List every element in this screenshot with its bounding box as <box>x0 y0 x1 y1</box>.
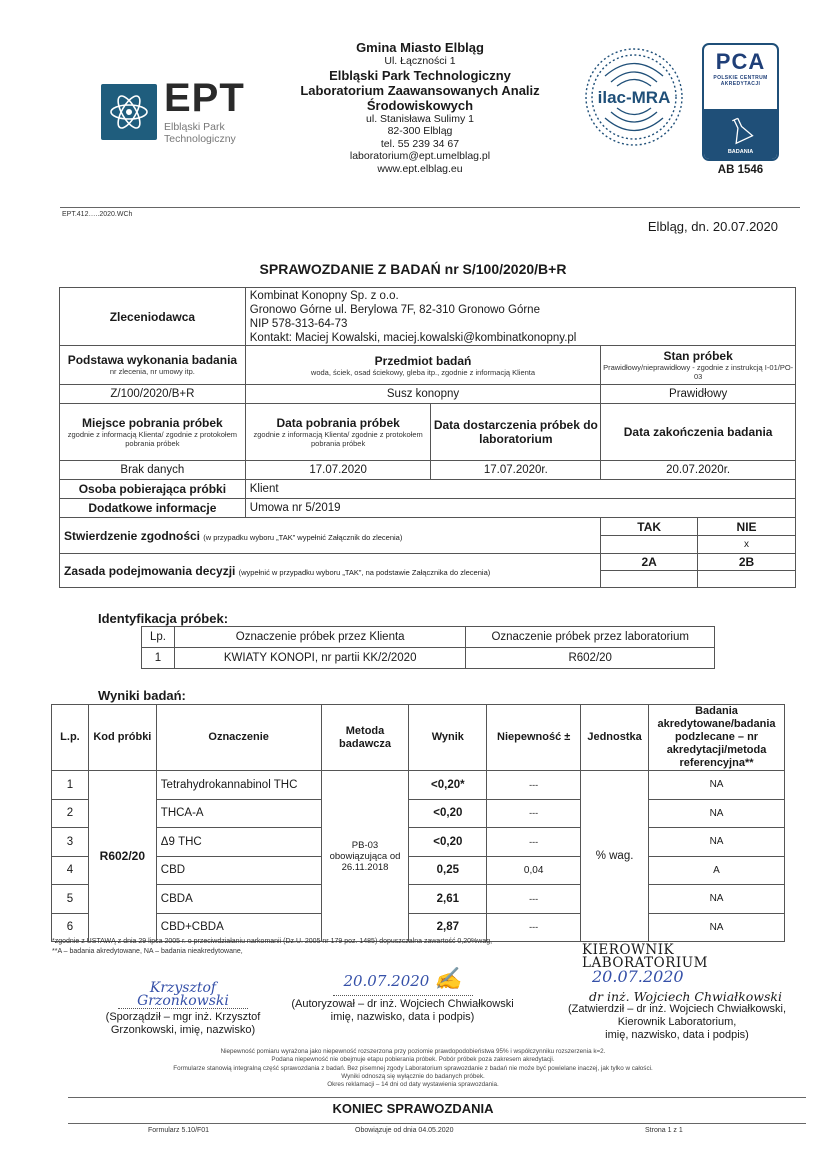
decision-2a-header: 2A <box>601 554 698 571</box>
sampling-place-value: Brak danych <box>60 461 246 480</box>
decision-label-text: Zasada podejmowania decyzji <box>64 563 236 578</box>
client-contact: Kontakt: Maciej Kowalski, maciej.kowalski@kombinatkonopny.pl <box>249 331 577 344</box>
ept-logo <box>101 84 157 140</box>
row-uncertainty: 0,04 <box>487 856 581 885</box>
dates-header-row <box>60 404 796 461</box>
row-accreditation: NA <box>649 828 785 857</box>
pca-number: AB 1546 <box>717 164 764 176</box>
row-accreditation: NA <box>649 913 785 942</box>
footnotes <box>52 937 492 956</box>
row-lp: 3 <box>52 828 89 857</box>
row-name: CBD <box>156 856 321 885</box>
end-of-report: KONIEC SPRAWOZDANIA <box>332 1101 494 1116</box>
sampling-date-hint: zgodnie z informacją Klienta/ zgodnie z protokołem pobrania próbek <box>253 429 423 448</box>
org-phone: tel. 55 239 34 67 <box>380 137 460 150</box>
row-lp: 4 <box>52 856 89 885</box>
org-lab-2: Środowiskowych <box>366 97 474 113</box>
row-result: <0,20 <box>409 828 487 857</box>
col-unit: Jednostka <box>581 705 649 771</box>
conformity-hint: (w przypadku wyboru „TAK” wypełnić Załącznik do zlecenia) <box>203 532 403 542</box>
decision-2a-value <box>601 571 698 588</box>
client-label: Zleceniodawca <box>60 288 246 346</box>
results-table <box>51 704 785 942</box>
atom-icon <box>107 90 151 134</box>
row-accreditation: NA <box>649 885 785 914</box>
row-accreditation: NA <box>649 799 785 828</box>
org-city: 82-300 Elbląg <box>387 125 453 138</box>
footnote-accreditation: **A – badania akredytowane, NA – badania nieakredytowane, <box>52 947 243 955</box>
sampling-place-label <box>60 404 246 461</box>
conformity-label-text: Stwierdzenie zgodności <box>64 528 201 543</box>
method: PB-03 obowiązująca od 26.11.2018 <box>321 771 409 942</box>
col-accreditation: Badania akredytowane/badania podzlecane – nr akredytacji/metoda referencyjna** <box>649 705 785 771</box>
note-complaints: Okres reklamacji – 14 dni od daty wystawienia sprawozdania. <box>327 1081 499 1089</box>
ilac-mra-logo <box>583 46 685 148</box>
ept-subtitle-line1: Elbląski Park <box>164 121 225 133</box>
sample-state-hint: Prawidłowy/nieprawidłowy - zgodnie z instrukcją I-01/PO-03 <box>603 363 794 381</box>
row-name: Tetrahydrokannabinol THC <box>156 771 321 800</box>
client-address: Gronowo Górne ul. Berylowa 7F, 82-310 Gronowo Górne <box>249 303 540 316</box>
additional-label: Dodatkowe informacje <box>60 499 246 518</box>
delivery-date-label: Data dostarczenia próbek do laboratorium <box>431 404 601 461</box>
sampling-date-value: 17.07.2020 <box>245 461 431 480</box>
signature-authorized-line2: imię, nazwisko, data i podpis) <box>330 1011 475 1023</box>
results-title: Wyniki badań: <box>98 688 186 703</box>
decision-2b-header: 2B <box>698 554 796 571</box>
organization-info <box>290 40 550 176</box>
org-street: Ul. Łączności 1 <box>384 55 456 67</box>
row-name: Δ9 THC <box>156 828 321 857</box>
sampling-date-label-text: Data pobrania próbek <box>276 415 400 430</box>
sampler-value: Klient <box>245 480 795 499</box>
row-accreditation: NA <box>649 771 785 800</box>
ept-brand: EPT <box>164 76 245 120</box>
basis-label <box>60 346 246 385</box>
results-header <box>52 705 785 771</box>
org-address: ul. Stanisława Sulimy 1 <box>366 112 474 125</box>
decision-label <box>60 554 601 588</box>
pca-title: PCA <box>715 49 766 74</box>
row-uncertainty: --- <box>487 771 581 800</box>
col-result: Wynik <box>409 705 487 771</box>
conformity-label <box>60 518 601 554</box>
pca-accreditation-logo <box>702 43 779 161</box>
identification-title: Identyfikacja próbek: <box>98 611 229 626</box>
signature-prepared <box>88 982 278 1037</box>
footer-form: Formularz 5.10/F01 <box>148 1127 210 1134</box>
delivery-date-value: 17.07.2020r. <box>431 461 601 480</box>
table-row <box>52 828 785 857</box>
notes-divider <box>68 1097 806 1098</box>
svg-text:ilac-MRA: ilac-MRA <box>597 88 671 107</box>
id-col-lab: Oznaczenie próbek przez laboratorium <box>466 627 715 648</box>
subject-label <box>245 346 600 385</box>
id-lab-code: R602/20 <box>466 648 715 669</box>
conformity-yes-header: TAK <box>601 518 698 536</box>
signature-authorized <box>280 968 525 1024</box>
subject-hint: woda, ściek, osad ściekowy, gleba itp., zgodnie z informacją Klienta <box>310 367 536 377</box>
row-uncertainty: --- <box>487 828 581 857</box>
footer-page: Strona 1 z 1 <box>645 1127 683 1134</box>
col-sample-code: Kod próbki <box>88 705 156 771</box>
note-copying: Formularze stanowią integralną część sprawozdania z badań. Bez pisemnej zgody Laboratorium sprawozdanie z badań nie może być powielane inaczej, jak tylko w całości. <box>173 1064 653 1072</box>
signature-authorized-line1: (Autoryzował – dr inż. Wojciech Chwiałkowski <box>291 998 514 1010</box>
signature-authorized-handwriting <box>333 968 473 996</box>
decision-hint: (wypełnić w przypadku wyboru „TAK”, na podstawie Załącznika do zlecenia) <box>238 567 491 577</box>
row-lp: 6 <box>52 913 89 942</box>
identification-header <box>142 627 715 648</box>
report-notes <box>0 1048 826 1089</box>
col-method: Metoda badawcza <box>321 705 409 771</box>
table-row <box>142 648 715 669</box>
basis-value: Z/100/2020/B+R <box>60 385 246 404</box>
sample-state-label <box>601 346 796 385</box>
subject-label-text: Przedmiot badań <box>374 353 472 368</box>
stamp-name: dr inż. Wojciech Chwiałkowski <box>589 989 782 1004</box>
client-name: Kombinat Konopny Sp. z o.o. <box>249 289 399 302</box>
sampling-place-label-text: Miejsce pobrania próbek <box>82 415 223 430</box>
decision-row <box>60 554 796 571</box>
sampler-label: Osoba pobierająca próbki <box>60 480 246 499</box>
signature-prepared-line2: Grzonkowski, imię, nazwisko) <box>110 1024 256 1036</box>
row-lp: 5 <box>52 885 89 914</box>
pca-badge: BADANIA <box>727 149 754 155</box>
end-date-label: Data zakończenia badania <box>601 404 796 461</box>
conformity-row <box>60 518 796 536</box>
signature-approved-line1: (Zatwierdził – dr inż. Wojciech Chwiałkowski, <box>567 1003 787 1015</box>
row-result: 2,87 <box>409 913 487 942</box>
pca-sub1: POLSKIE CENTRUM <box>713 75 768 81</box>
signature-prepared-handwriting: Krzysztof Grzonkowski <box>118 982 248 1009</box>
note-results-scope: Wyniki odnoszą się wyłącznie do badanych próbek. <box>341 1072 485 1080</box>
note-uncertainty: Niepewność pomiaru wyrażona jako niepewność rozszerzona przy poziomie prawdopodobieństwa 95% i współczynniku rozszerzenia k=2. <box>220 1048 606 1055</box>
unit: % wag. <box>581 771 649 942</box>
flask-icon <box>727 115 755 145</box>
header-divider <box>60 207 800 208</box>
row-uncertainty: --- <box>487 913 581 942</box>
id-col-client: Oznaczenie próbek przez Klienta <box>174 627 465 648</box>
place-date: Elbląg, dn. 20.07.2020 <box>647 219 778 234</box>
client-row <box>60 288 796 346</box>
subject-value: Susz konopny <box>245 385 600 404</box>
footnote-thc-limit: *zgodnie z USTAWĄ z dnia 29 lipca 2005 r. o przeciwdziałaniu narkomanii (Dz.U. 2005 nr 179 poz. 1485) dopuszczalna zawartość 0,20%wag, <box>52 938 493 945</box>
org-www: www.ept.elblag.eu <box>377 162 463 175</box>
sample-code: R602/20 <box>88 771 156 942</box>
row-lp: 1 <box>52 771 89 800</box>
client-nip: NIP 578-313-64-73 <box>249 317 348 330</box>
row-lp: 2 <box>52 799 89 828</box>
end-date-value: 20.07.2020r. <box>601 461 796 480</box>
signature-approved-date: 20.07.2020 <box>592 967 684 986</box>
row-name: CBDA <box>156 885 321 914</box>
row-uncertainty: --- <box>487 885 581 914</box>
additional-row <box>60 499 796 518</box>
conformity-yes-value <box>601 536 698 554</box>
footer-divider <box>68 1123 806 1124</box>
conformity-no-header: NIE <box>698 518 796 536</box>
table-row <box>52 856 785 885</box>
identification-table <box>141 626 715 669</box>
row-name: CBD+CBDA <box>156 913 321 942</box>
report-info-table <box>59 287 796 588</box>
row-result: <0,20 <box>409 799 487 828</box>
ept-subtitle <box>164 121 236 145</box>
table-row <box>52 885 785 914</box>
row-accreditation: A <box>649 856 785 885</box>
org-name: Gmina Miasto Elbląg <box>356 40 484 55</box>
signature-scribble: ✍ <box>434 967 462 992</box>
conformity-no-value: x <box>698 536 796 554</box>
sampling-date-label <box>245 404 431 461</box>
decision-2b-value <box>698 571 796 588</box>
row-uncertainty: --- <box>487 799 581 828</box>
signature-authorized-date: 20.07.2020 <box>343 972 430 990</box>
row-result: <0,20* <box>409 771 487 800</box>
note-sampling: Podana niepewność nie obejmuje etapu pobierania próbek. Pobór próbek poza zakresem akredytacji. <box>271 1056 555 1064</box>
sample-state-label-text: Stan próbek <box>663 349 733 363</box>
basis-value-row <box>60 385 796 404</box>
sampling-place-hint: zgodnie z informacją Klienta/ zgodnie z protokołem pobrania próbek <box>67 429 238 448</box>
col-lp: L.p. <box>52 705 89 771</box>
id-lp: 1 <box>142 648 175 669</box>
signature-approved-line2: Kierownik Laboratorium, <box>617 1016 737 1028</box>
id-col-lp: Lp. <box>142 627 175 648</box>
reference-number: EPT.412…..2020.WCh <box>62 211 133 218</box>
org-park: Elbląski Park Technologiczny <box>329 67 511 83</box>
client-value <box>245 288 795 346</box>
row-result: 0,25 <box>409 856 487 885</box>
signature-prepared-line1: (Sporządził – mgr inż. Krzysztof <box>105 1011 261 1023</box>
row-name: THCA-A <box>156 799 321 828</box>
signature-approved-line3: imię, nazwisko, data i podpis) <box>605 1029 749 1041</box>
report-title: SPRAWOZDANIE Z BADAŃ nr S/100/2020/B+R <box>259 261 567 277</box>
org-lab-1: Laboratorium Zaawansowanych Analiz <box>300 82 540 98</box>
ilac-mra-icon <box>583 46 685 148</box>
sample-state-value: Prawidłowy <box>601 385 796 404</box>
col-uncertainty: Niepewność ± <box>487 705 581 771</box>
sampler-row <box>60 480 796 499</box>
basis-header-row <box>60 346 796 385</box>
additional-value: Umowa nr 5/2019 <box>245 499 795 518</box>
pca-sub2: AKREDYTACJI <box>720 81 761 87</box>
row-result: 2,61 <box>409 885 487 914</box>
dates-value-row <box>60 461 796 480</box>
basis-label-text: Podstawa wykonania badania <box>67 353 238 367</box>
id-client-code: KWIATY KONOPI, nr partii KK/2/2020 <box>174 648 465 669</box>
col-name: Oznaczenie <box>156 705 321 771</box>
stamp-title: KIEROWNIK LABORATORIUM <box>582 942 708 971</box>
footer-valid: Obowiązuje od dnia 04.05.2020 <box>355 1127 454 1134</box>
ept-subtitle-line2: Technologiczny <box>164 133 236 145</box>
org-email: laboratorium@ept.umelblag.pl <box>349 150 491 163</box>
table-row <box>52 799 785 828</box>
signature-approved <box>552 944 802 1042</box>
basis-hint: nr zlecenia, nr umowy itp. <box>109 367 195 376</box>
table-row <box>52 771 785 800</box>
